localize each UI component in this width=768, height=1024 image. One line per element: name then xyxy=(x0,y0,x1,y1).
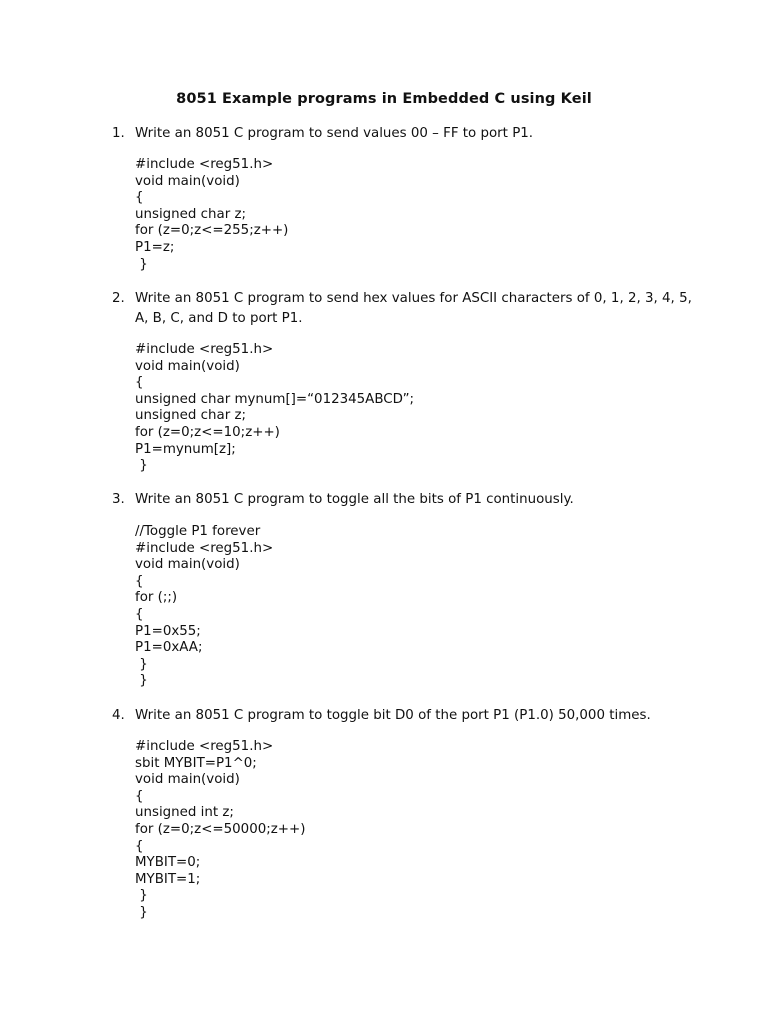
code-line: P1=z; xyxy=(135,239,175,255)
code-line: { xyxy=(135,788,144,804)
question-4 xyxy=(112,706,692,726)
code-line: unsigned char z; xyxy=(135,408,247,424)
code-line: #include <reg51.h> xyxy=(135,342,274,357)
code-line: sbit MYBIT=P1^0; xyxy=(135,755,257,771)
code-line: MYBIT=1; xyxy=(135,871,201,887)
code-line: for (z=0;z<=50000;z++) xyxy=(135,821,306,837)
code-line: MYBIT=0; xyxy=(135,855,201,871)
question-1 xyxy=(112,124,692,144)
code-line: void main(void) xyxy=(135,772,240,788)
code-line: void main(void) xyxy=(135,557,240,573)
code-line: } xyxy=(135,888,148,904)
code-line: for (z=0;z<=255;z++) xyxy=(135,223,289,239)
code-line: unsigned char mynum[]=“012345ABCD”; xyxy=(135,391,415,407)
code-line: P1=0xAA; xyxy=(135,640,203,656)
code-line: #include <reg51.h> xyxy=(135,739,274,754)
code-block-3 xyxy=(135,524,273,690)
code-line: } xyxy=(135,458,148,474)
question-number: 1. xyxy=(112,126,125,141)
code-line: void main(void) xyxy=(135,173,240,189)
question-number: 4. xyxy=(112,708,125,723)
question-text: Write an 8051 C program to send hex values for ASCII characters of 0, 1, 2, 3, 4, 5, A, B, C, and D to port P1. xyxy=(135,291,692,326)
code-line: void main(void) xyxy=(135,358,240,374)
question-number: 3. xyxy=(112,492,125,507)
code-block-1 xyxy=(135,157,288,273)
code-line: P1=0x55; xyxy=(135,623,201,639)
question-3 xyxy=(112,490,692,510)
code-line: } xyxy=(135,256,148,272)
code-line: //Toggle P1 forever xyxy=(135,524,261,539)
code-line: for (z=0;z<=10;z++) xyxy=(135,424,280,440)
code-line: { xyxy=(135,190,144,206)
code-line: for (;;) xyxy=(135,590,178,606)
code-line: } xyxy=(135,904,148,920)
question-text: Write an 8051 C program to toggle all the bits of P1 continuously. xyxy=(135,492,574,507)
question-text: Write an 8051 C program to toggle bit D0 of the port P1 (P1.0) 50,000 times. xyxy=(135,708,651,723)
code-line: { xyxy=(135,573,144,589)
code-line: { xyxy=(135,838,144,854)
code-line: #include <reg51.h> xyxy=(135,540,274,556)
code-line: unsigned int z; xyxy=(135,805,234,821)
code-line: { xyxy=(135,606,144,622)
code-line: unsigned char z; xyxy=(135,206,247,222)
question-text: Write an 8051 C program to send values 00 – FF to port P1. xyxy=(135,126,534,141)
code-line: { xyxy=(135,375,144,391)
code-block-2 xyxy=(135,342,414,475)
question-2 xyxy=(112,289,692,329)
code-line: } xyxy=(135,656,148,672)
document-title: 8051 Example programs in Embedded C using Keil xyxy=(176,91,592,107)
code-line: } xyxy=(135,673,148,689)
question-number: 2. xyxy=(112,291,125,306)
code-line: #include <reg51.h> xyxy=(135,157,274,172)
code-line: P1=mynum[z]; xyxy=(135,441,236,457)
code-block-4 xyxy=(135,739,305,922)
